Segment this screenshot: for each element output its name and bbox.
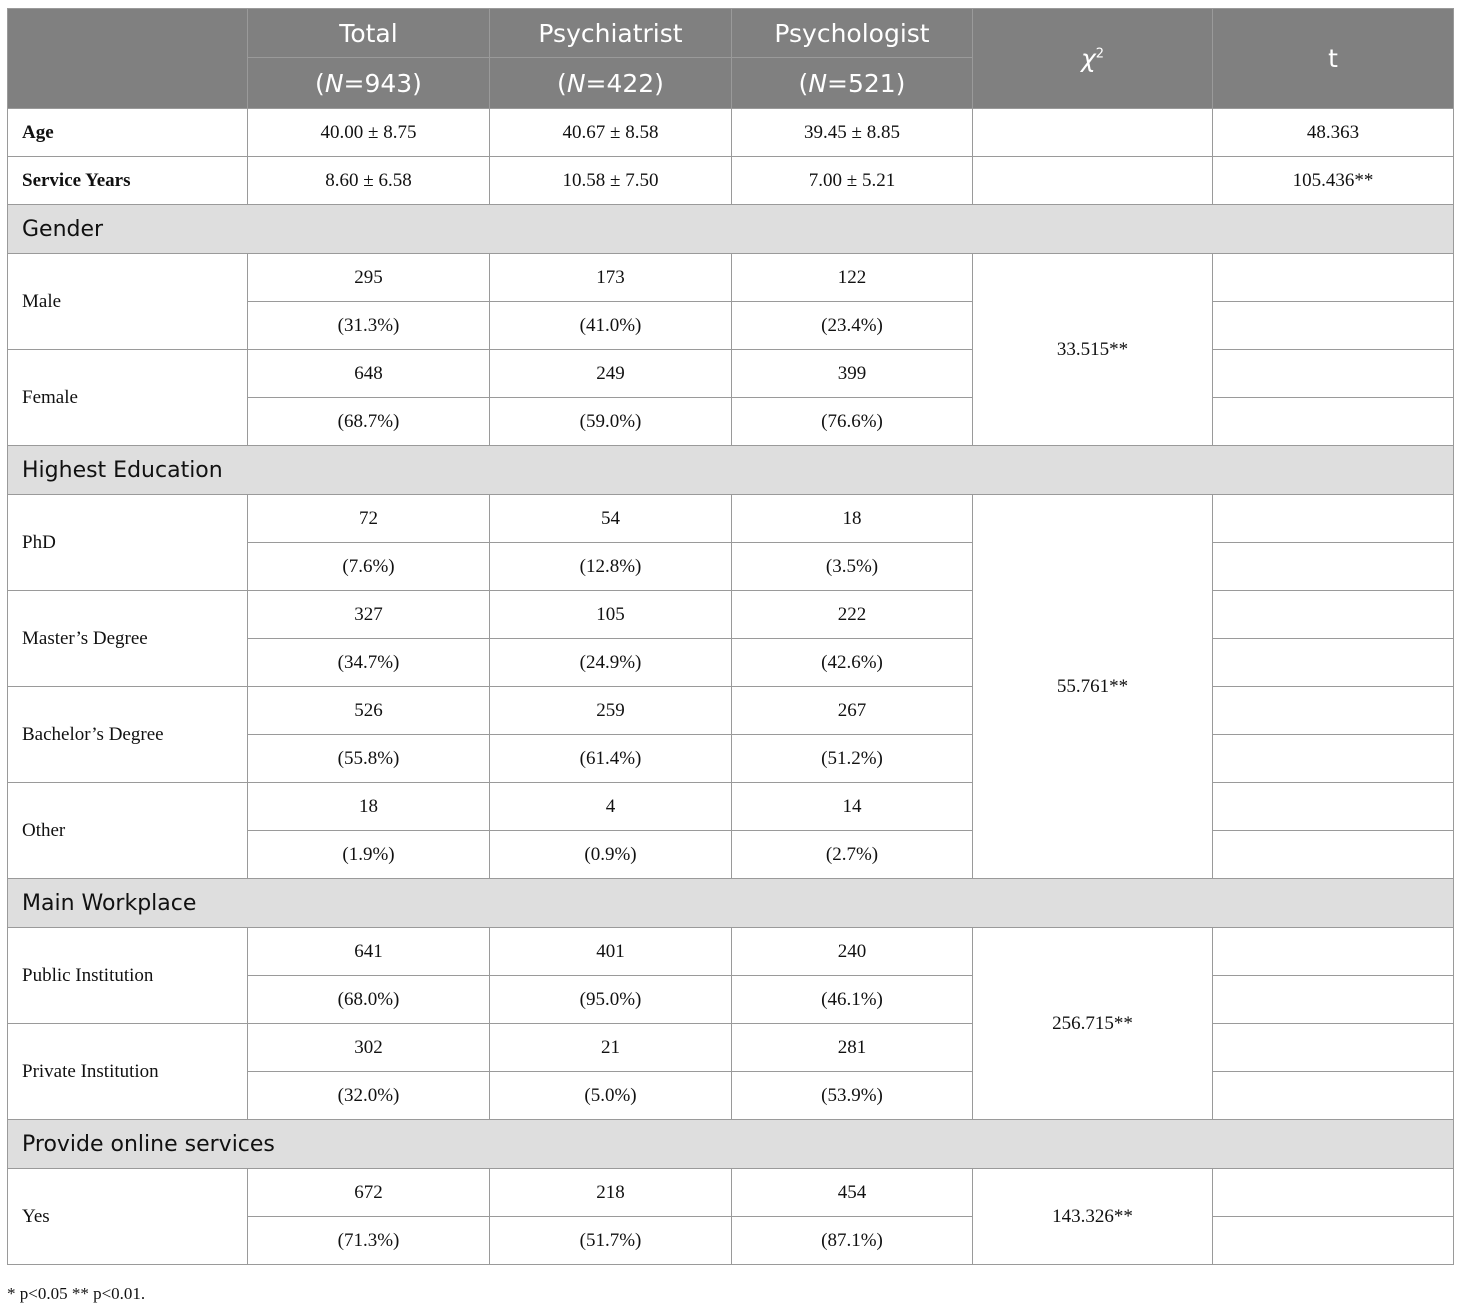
cell-total-pct: (71.3%)	[248, 1217, 490, 1265]
cell-chi	[973, 109, 1213, 157]
section-title: Highest Education	[8, 446, 1454, 495]
cell-t	[1213, 1217, 1454, 1265]
cell-chi: 55.761**	[973, 495, 1213, 879]
cell-psychologist: 222	[732, 591, 973, 639]
cell-t	[1213, 639, 1454, 687]
section-title: Gender	[8, 205, 1454, 254]
cell-psychiatrist: 10.58 ± 7.50	[490, 157, 732, 205]
cell-psychiatrist: 40.67 ± 8.58	[490, 109, 732, 157]
cell-total: 72	[248, 495, 490, 543]
row-label: Yes	[8, 1169, 248, 1265]
cell-psychiatrist-pct: (59.0%)	[490, 398, 732, 446]
cell-total: 40.00 ± 8.75	[248, 109, 490, 157]
cell-psychiatrist: 401	[490, 928, 732, 976]
cell-psychologist-pct: (53.9%)	[732, 1072, 973, 1120]
cell-total-pct: (32.0%)	[248, 1072, 490, 1120]
row-label: Public Institution	[8, 928, 248, 1024]
cell-t	[1213, 591, 1454, 639]
header-total: Total	[248, 9, 490, 58]
cell-psychiatrist-pct: (12.8%)	[490, 543, 732, 591]
cell-total-pct: (68.0%)	[248, 976, 490, 1024]
n-symbol: N	[566, 68, 586, 98]
n-symbol: N	[808, 68, 828, 98]
cell-chi	[973, 157, 1213, 205]
chi-superscript: 2	[1095, 46, 1105, 62]
cell-total-pct: (68.7%)	[248, 398, 490, 446]
cell-t	[1213, 976, 1454, 1024]
table-row	[8, 928, 1454, 976]
cell-psychiatrist-pct: (41.0%)	[490, 302, 732, 350]
cell-total: 295	[248, 254, 490, 302]
header-chi-square	[973, 9, 1213, 109]
cell-t: 48.363	[1213, 109, 1454, 157]
cell-total-pct: (7.6%)	[248, 543, 490, 591]
cell-psychiatrist-pct: (24.9%)	[490, 639, 732, 687]
header-total-n: (N=943)	[248, 58, 490, 109]
cell-chi: 256.715**	[973, 928, 1213, 1120]
row-label: Service Years	[8, 157, 248, 205]
cell-psychiatrist-pct: (5.0%)	[490, 1072, 732, 1120]
cell-total: 641	[248, 928, 490, 976]
table-row	[8, 1024, 1454, 1072]
table-container	[7, 8, 1453, 1265]
cell-chi: 33.515**	[973, 254, 1213, 446]
cell-psychologist: 14	[732, 783, 973, 831]
cell-psychiatrist: 249	[490, 350, 732, 398]
cell-psychiatrist-pct: (51.7%)	[490, 1217, 732, 1265]
cell-total: 327	[248, 591, 490, 639]
table-row	[8, 495, 1454, 543]
table-row-service-years	[8, 157, 1454, 205]
cell-psychologist-pct: (23.4%)	[732, 302, 973, 350]
cell-t	[1213, 1072, 1454, 1120]
row-label: Other	[8, 783, 248, 879]
cell-total-pct: (31.3%)	[248, 302, 490, 350]
cell-psychologist-pct: (46.1%)	[732, 976, 973, 1024]
cell-psychologist: 267	[732, 687, 973, 735]
cell-psychiatrist: 218	[490, 1169, 732, 1217]
cell-psychiatrist: 173	[490, 254, 732, 302]
row-label: PhD	[8, 495, 248, 591]
cell-psychiatrist: 259	[490, 687, 732, 735]
row-label: Female	[8, 350, 248, 446]
header-psychologist-n: (N=521)	[732, 58, 973, 109]
demographics-table	[7, 8, 1454, 1265]
cell-total: 302	[248, 1024, 490, 1072]
table-row	[8, 687, 1454, 735]
cell-psychiatrist-pct: (95.0%)	[490, 976, 732, 1024]
cell-psychologist: 7.00 ± 5.21	[732, 157, 973, 205]
cell-psychologist: 399	[732, 350, 973, 398]
cell-t	[1213, 735, 1454, 783]
n-symbol: N	[324, 68, 344, 98]
cell-t	[1213, 350, 1454, 398]
cell-psychologist-pct: (2.7%)	[732, 831, 973, 879]
cell-psychiatrist-pct: (0.9%)	[490, 831, 732, 879]
section-title: Provide online services	[8, 1120, 1454, 1169]
table-row	[8, 254, 1454, 302]
cell-psychologist: 454	[732, 1169, 973, 1217]
header-psychiatrist-n: (N=422)	[490, 58, 732, 109]
cell-psychologist: 281	[732, 1024, 973, 1072]
cell-total: 8.60 ± 6.58	[248, 157, 490, 205]
table-row-age	[8, 109, 1454, 157]
section-row-education	[8, 446, 1454, 495]
header-psychologist: Psychologist	[732, 9, 973, 58]
cell-psychologist-pct: (42.6%)	[732, 639, 973, 687]
cell-total: 526	[248, 687, 490, 735]
cell-psychiatrist: 4	[490, 783, 732, 831]
cell-t	[1213, 254, 1454, 302]
cell-chi: 143.326**	[973, 1169, 1213, 1265]
table-row	[8, 1169, 1454, 1217]
cell-t	[1213, 1169, 1454, 1217]
row-label: Private Institution	[8, 1024, 248, 1120]
cell-psychologist-pct: (3.5%)	[732, 543, 973, 591]
row-label: Bachelor’s Degree	[8, 687, 248, 783]
cell-total: 648	[248, 350, 490, 398]
cell-psychologist-pct: (87.1%)	[732, 1217, 973, 1265]
section-title: Main Workplace	[8, 879, 1454, 928]
cell-t	[1213, 495, 1454, 543]
sections-body	[8, 205, 1454, 1265]
cell-psychologist: 240	[732, 928, 973, 976]
cell-t	[1213, 543, 1454, 591]
table-row	[8, 783, 1454, 831]
cell-t	[1213, 783, 1454, 831]
cell-total: 672	[248, 1169, 490, 1217]
row-label: Age	[8, 109, 248, 157]
cell-psychologist-pct: (76.6%)	[732, 398, 973, 446]
header-t: t	[1213, 9, 1454, 109]
cell-t	[1213, 687, 1454, 735]
cell-psychologist-pct: (51.2%)	[732, 735, 973, 783]
row-label: Male	[8, 254, 248, 350]
table-row	[8, 350, 1454, 398]
chi-symbol: χ	[1080, 44, 1096, 73]
cell-psychiatrist: 105	[490, 591, 732, 639]
cell-t: 105.436**	[1213, 157, 1454, 205]
header-psychiatrist: Psychiatrist	[490, 9, 732, 58]
cell-t	[1213, 928, 1454, 976]
section-row-workplace	[8, 879, 1454, 928]
cell-t	[1213, 831, 1454, 879]
cell-t	[1213, 1024, 1454, 1072]
cell-t	[1213, 302, 1454, 350]
cell-total: 18	[248, 783, 490, 831]
cell-psychologist: 39.45 ± 8.85	[732, 109, 973, 157]
cell-psychiatrist: 21	[490, 1024, 732, 1072]
table-row	[8, 591, 1454, 639]
section-row-online	[8, 1120, 1454, 1169]
cell-total-pct: (1.9%)	[248, 831, 490, 879]
cell-psychologist: 122	[732, 254, 973, 302]
section-row-gender	[8, 205, 1454, 254]
footnote: * p<0.05 ** p<0.01.	[7, 1284, 146, 1303]
cell-total-pct: (55.8%)	[248, 735, 490, 783]
row-label: Master’s Degree	[8, 591, 248, 687]
total-n-value: =943)	[343, 68, 422, 98]
cell-t	[1213, 398, 1454, 446]
cell-psychiatrist: 54	[490, 495, 732, 543]
cell-psychologist: 18	[732, 495, 973, 543]
header-blank	[8, 9, 248, 109]
cell-total-pct: (34.7%)	[248, 639, 490, 687]
psychiatrist-n-value: =422)	[585, 68, 664, 98]
cell-psychiatrist-pct: (61.4%)	[490, 735, 732, 783]
psychologist-n-value: =521)	[827, 68, 906, 98]
